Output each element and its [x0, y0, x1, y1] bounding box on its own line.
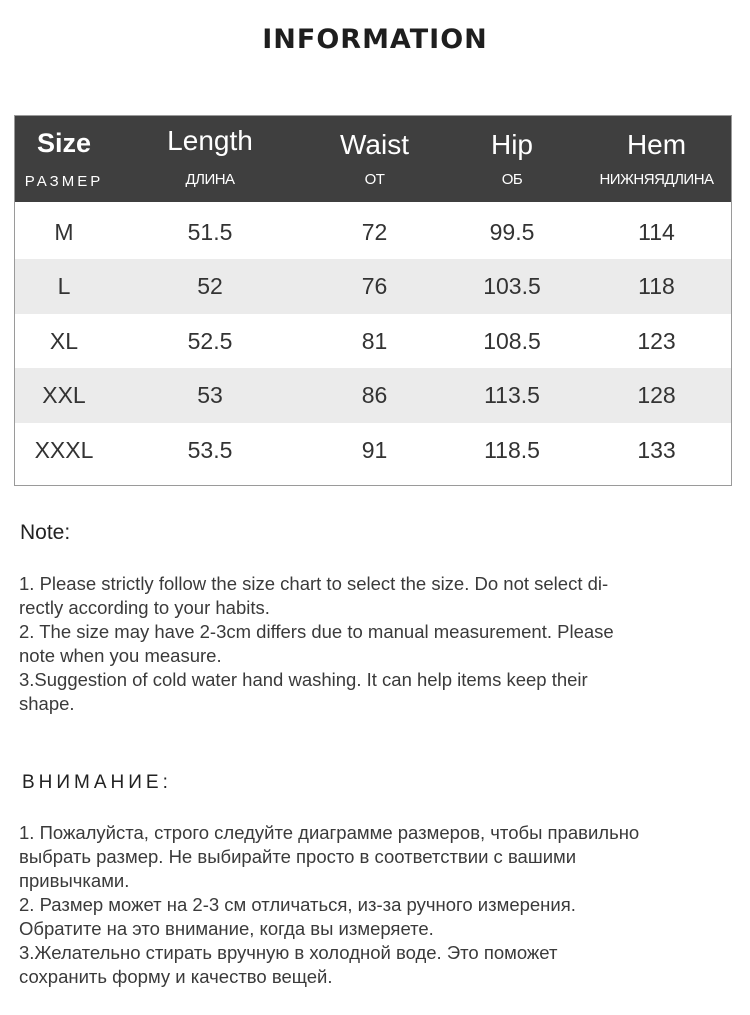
- header-waist-label: Waist: [340, 129, 409, 160]
- attention-line: выбрать размер. Не выбирайте просто в соответствии с вашими: [19, 846, 577, 867]
- header-hem: [582, 116, 731, 202]
- header-size-sublabel: РАЗМЕР: [24, 173, 104, 190]
- cell-length: 53: [197, 382, 223, 408]
- header-hip-label: Hip: [490, 129, 533, 160]
- table-row: [15, 368, 731, 423]
- cell-waist: 91: [361, 437, 388, 463]
- cell-size: XXL: [42, 382, 86, 408]
- attention-heading: ВНИМАНИЕ:: [22, 772, 172, 793]
- note-line: shape.: [19, 693, 75, 714]
- cell-hip: 103.5: [483, 273, 541, 299]
- cell-hem: 118: [638, 273, 675, 299]
- table-header: [15, 116, 731, 202]
- cell-length: 51.5: [187, 219, 233, 245]
- cell-size: M: [54, 219, 74, 245]
- header-length-sublabel: ДЛИНА: [185, 171, 235, 188]
- table-row: [15, 314, 731, 369]
- cell-hem: 128: [637, 382, 676, 408]
- note-line: note when you measure.: [19, 645, 222, 666]
- attention-line: 2. Размер может на 2-3 см отличаться, из-за ручного измерения.: [19, 894, 576, 915]
- cell-hem: 123: [637, 328, 676, 354]
- attention-line: привычками.: [19, 870, 130, 891]
- cell-hip: 118.5: [484, 437, 540, 463]
- cell-waist: 81: [361, 328, 388, 354]
- cell-hem: 133: [637, 437, 676, 463]
- cell-length: 52: [197, 273, 223, 299]
- note-line: 3.Suggestion of cold water hand washing. It can help items keep their: [19, 669, 588, 690]
- cell-waist: 72: [361, 219, 388, 245]
- size-table: [14, 115, 732, 486]
- attention-line: сохранить форму и качество вещей.: [19, 966, 333, 987]
- table-row: [15, 205, 731, 260]
- header-length-label: Length: [167, 125, 253, 156]
- cell-size: L: [57, 273, 71, 299]
- header-waist: [307, 116, 442, 202]
- header-waist-sublabel: ОТ: [364, 171, 385, 188]
- note-body: [19, 572, 719, 716]
- note-heading: Note:: [20, 521, 71, 544]
- attention-body: [19, 821, 731, 989]
- attention-line: Обратите на это внимание, когда вы измеряете.: [19, 918, 434, 939]
- note-line: rectly according to your habits.: [19, 597, 270, 618]
- cell-hip: 99.5: [489, 219, 535, 245]
- header-size-label: Size: [36, 128, 92, 158]
- table-row: [15, 259, 731, 314]
- cell-hip: 108.5: [483, 328, 541, 354]
- note-line: 1. Please strictly follow the size chart to select the size. Do not select di-: [19, 573, 609, 594]
- header-hem-label: Hem: [626, 129, 687, 160]
- header-hip-sublabel: ОБ: [501, 171, 523, 188]
- page-title: INFORMATION: [262, 24, 488, 55]
- cell-waist: 86: [361, 382, 388, 408]
- attention-line: 1. Пожалуйста, строго следуйте диаграмме размеров, чтобы правильно: [19, 822, 640, 843]
- header-hip: [442, 116, 582, 202]
- note-line: 2. The size may have 2-3cm differs due to manual measurement. Please: [19, 621, 614, 642]
- cell-length: 52.5: [187, 328, 233, 354]
- header-length: [113, 116, 307, 202]
- cell-hem: 114: [638, 219, 675, 245]
- header-hem-sublabel: НИЖНЯЯДЛИНА: [599, 171, 714, 188]
- cell-size: XL: [49, 328, 79, 354]
- header-size: [15, 116, 113, 202]
- cell-hip: 113.5: [484, 382, 540, 408]
- attention-line: 3.Желательно стирать вручную в холодной воде. Это поможет: [19, 942, 558, 963]
- table-row: [15, 423, 731, 478]
- cell-size: XXXL: [34, 437, 94, 463]
- cell-length: 53.5: [187, 437, 233, 463]
- cell-waist: 76: [361, 273, 388, 299]
